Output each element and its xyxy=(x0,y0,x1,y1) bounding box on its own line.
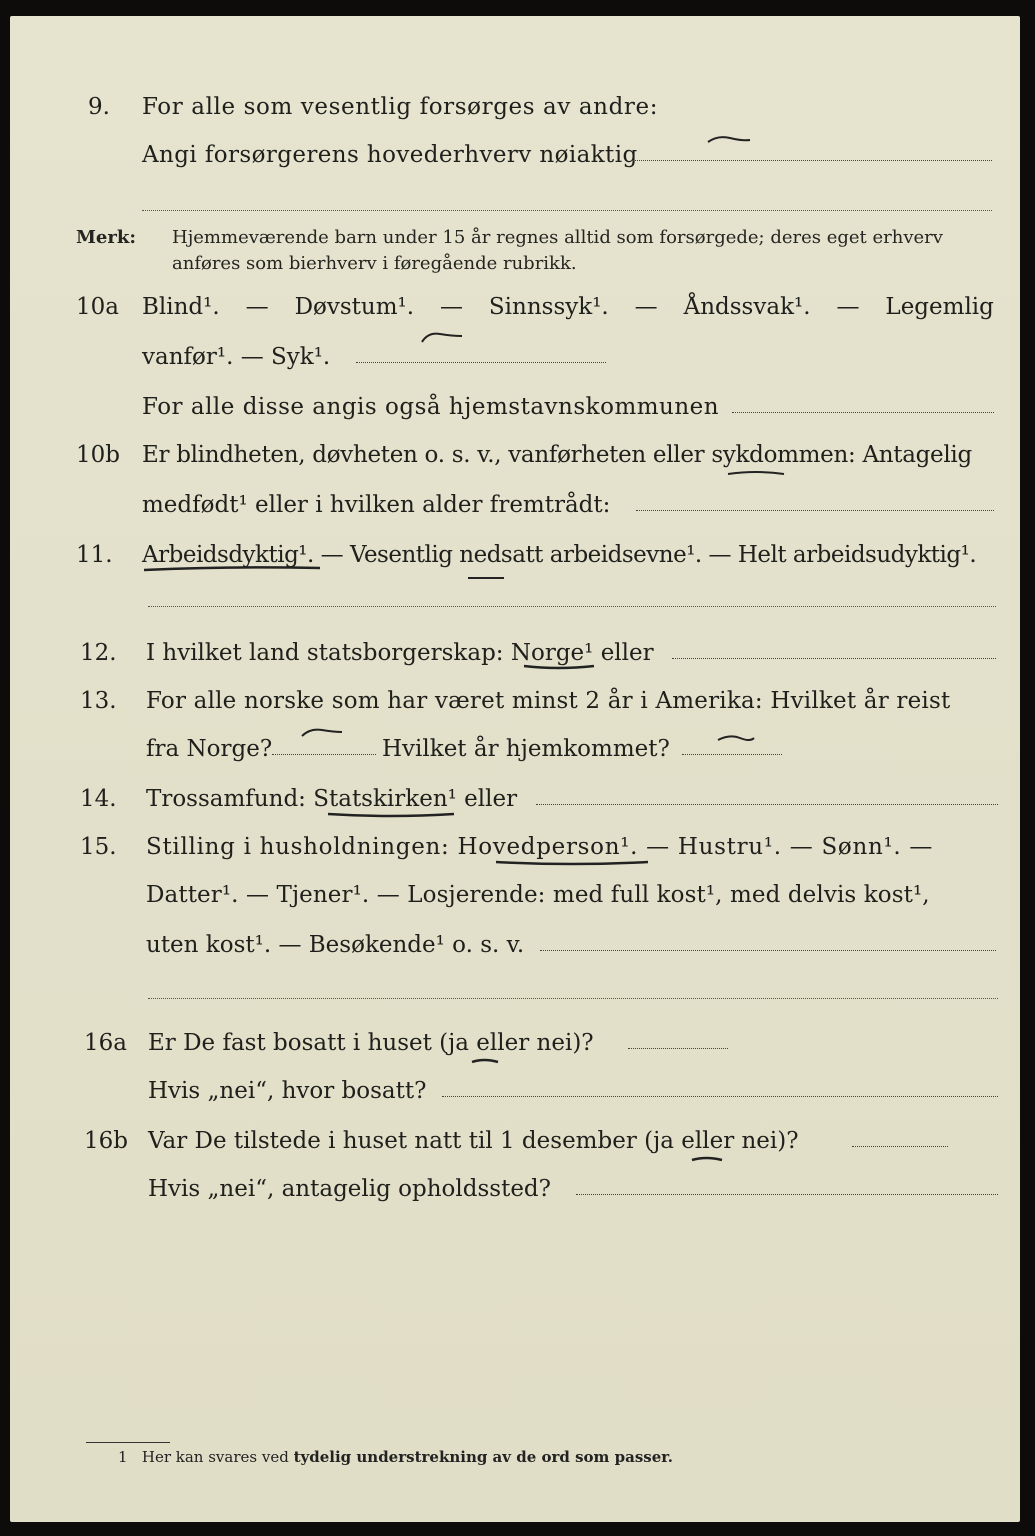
footnote-text: Her kan svares ved xyxy=(141,1448,289,1466)
underline-mark xyxy=(326,810,456,820)
q10a-text-line2: vanfør¹. — Syk¹. xyxy=(142,344,331,370)
q16b-text-line1: Var De tilstede i huset natt til 1 desember (ja eller nei)? xyxy=(148,1128,799,1154)
dash-mark xyxy=(420,330,464,344)
q10a-item: Døvstum¹. xyxy=(294,294,415,320)
dash-mark xyxy=(716,732,756,744)
q13-departure-line xyxy=(272,752,376,755)
q15-answer-line xyxy=(540,948,996,951)
q15-text-line3: uten kost¹. — Besøkende¹ o. s. v. xyxy=(146,932,525,958)
q10a-number: 10a xyxy=(76,294,119,320)
q10a-item: Åndssvak¹. xyxy=(683,294,811,320)
merk-text-line1: Hjemmeværende barn under 15 år regnes alltid som forsørgede; deres eget erhverv xyxy=(172,227,943,248)
merk-label: Merk: xyxy=(76,227,136,248)
q11-number: 11. xyxy=(76,542,113,568)
q16b-number: 16b xyxy=(84,1128,128,1154)
underline-mark xyxy=(470,1056,500,1066)
q12-text-line1: I hvilket land statsborgerskap: Norge¹ eller xyxy=(146,640,654,666)
q10a-text-line3: For alle disse angis også hjemstavnskommunen xyxy=(142,394,720,420)
q10a-item: — xyxy=(836,294,860,320)
footnote xyxy=(118,1448,673,1466)
q13-text-line1: For alle norske som har været minst 2 år i Amerika: Hvilket år reist xyxy=(146,688,951,714)
q13-return-line xyxy=(682,752,782,755)
q10a-item: — xyxy=(634,294,658,320)
q13-text-line2b: Hvilket år hjemkommet? xyxy=(382,736,670,762)
q13-text-line2a: fra Norge? xyxy=(146,736,273,762)
q9-answer-line xyxy=(632,158,992,161)
q15-extra-line xyxy=(148,996,998,999)
q15-number: 15. xyxy=(80,834,117,860)
q10b-answer-line xyxy=(636,508,994,511)
q10a-item: — xyxy=(245,294,269,320)
footnote-text-bold: tydelig understrekning av de ord som passer. xyxy=(293,1448,674,1466)
q16b-location-line xyxy=(576,1192,998,1195)
q10a-municipality-line xyxy=(732,410,994,413)
q9-text-line2: Angi forsørgerens hovederhverv nøiaktig xyxy=(142,142,638,168)
q10a-answer-line xyxy=(356,360,606,363)
footnote-mark: 1 xyxy=(118,1448,128,1466)
underline-mark xyxy=(690,1154,724,1164)
footnote-rule xyxy=(86,1442,170,1443)
q10a-item: Blind¹. xyxy=(142,294,220,320)
q9-extra-line xyxy=(142,208,992,211)
q16b-answer-line xyxy=(852,1144,948,1147)
merk-text-line2: anføres som bierhverv i føregående rubrikk. xyxy=(172,253,577,274)
q10b-number: 10b xyxy=(76,442,120,468)
underline-mark xyxy=(494,858,650,868)
q15-text-line1: Stilling i husholdningen: Hovedperson¹. — Hustru¹. — Sønn¹. — xyxy=(146,834,934,860)
q11-text-line1: Arbeidsdyktig¹. — Vesentlig nedsatt arbeidsevne¹. — Helt arbeidsudyktig¹. xyxy=(142,542,977,568)
q9-number: 9. xyxy=(88,94,110,120)
q9-text-line1: For alle som vesentlig forsørges av andre: xyxy=(142,94,659,120)
q12-answer-line xyxy=(672,656,996,659)
q10b-text-line2: medfødt¹ eller i hvilken alder fremtrådt: xyxy=(142,492,611,518)
q10a-item: Legemlig xyxy=(885,294,994,320)
q10b-text-line1: Er blindheten, døvheten o. s. v., vanførheten eller sykdommen: Antagelig xyxy=(142,442,972,468)
q16a-answer-line xyxy=(628,1046,728,1049)
q10a-text-line1 xyxy=(142,292,994,322)
q16a-residence-line xyxy=(442,1094,998,1097)
q16b-text-line2: Hvis „nei“, antagelig opholdssted? xyxy=(148,1176,551,1202)
q16a-number: 16a xyxy=(84,1030,127,1056)
q10a-item: Sinnssyk¹. xyxy=(488,294,609,320)
underline-mark xyxy=(142,564,322,574)
q15-text-line2: Datter¹. — Tjener¹. — Losjerende: med full kost¹, med delvis kost¹, xyxy=(146,882,930,908)
q14-text-line1: Trossamfund: Statskirken¹ eller xyxy=(146,786,518,812)
q12-number: 12. xyxy=(80,640,117,666)
q14-number: 14. xyxy=(80,786,117,812)
dash-mark xyxy=(706,134,752,146)
dash-mark xyxy=(466,574,506,582)
dash-mark xyxy=(300,726,344,738)
q16a-text-line1: Er De fast bosatt i huset (ja eller nei)? xyxy=(148,1030,594,1056)
underline-mark xyxy=(522,662,596,672)
q13-number: 13. xyxy=(80,688,117,714)
q14-answer-line xyxy=(536,802,998,805)
census-form-page xyxy=(10,16,1020,1522)
underline-mark xyxy=(726,470,786,478)
q10a-item: — xyxy=(439,294,463,320)
q11-extra-line xyxy=(148,604,996,607)
q16a-text-line2: Hvis „nei“, hvor bosatt? xyxy=(148,1078,427,1104)
